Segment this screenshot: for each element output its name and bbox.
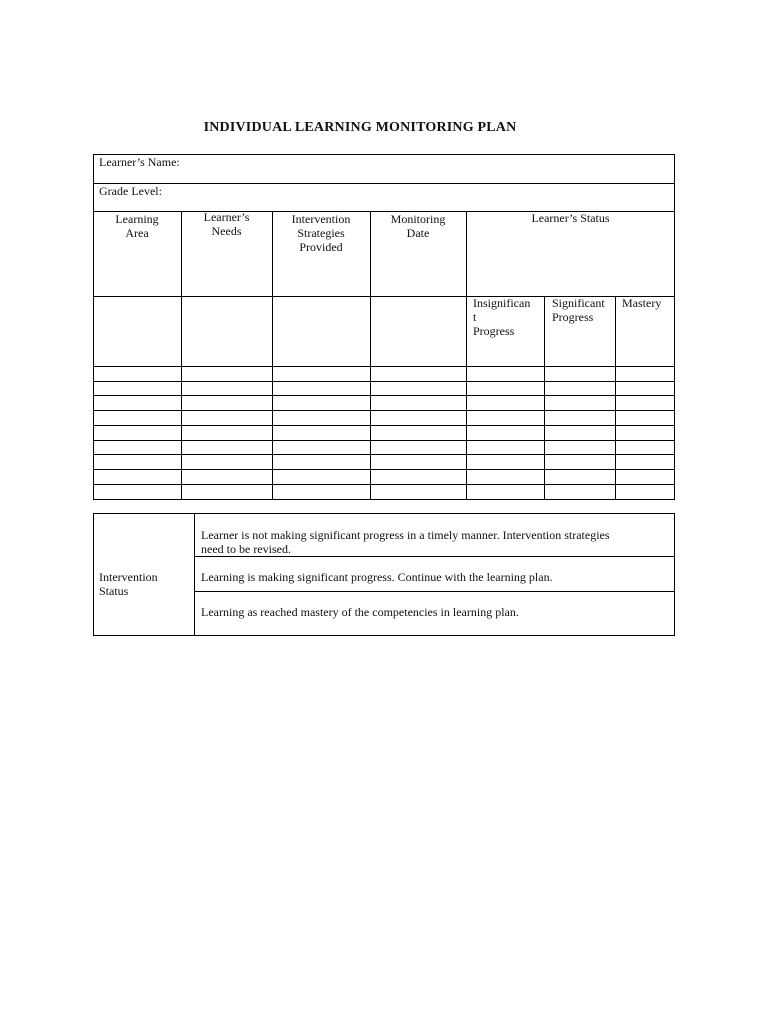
monitoring-table [93, 154, 676, 500]
status-significant-progress: Significant Progress [552, 296, 605, 324]
page-title: INDIVIDUAL LEARNING MONITORING PLAN [203, 120, 517, 135]
learner-name-label: Learner’s Name: [99, 155, 180, 169]
header-monitoring-date: Monitoring Date [390, 212, 446, 240]
grade-level-label: Grade Level: [99, 184, 162, 198]
status-insignificant-progress: Insignifican t Progress [473, 296, 531, 338]
status-mastery: Mastery [622, 296, 662, 310]
intervention-status-label: Intervention Status [99, 570, 158, 598]
intervention-status-table [93, 513, 676, 637]
intervention-status-mastery: Learning as reached mastery of the competencies in learning plan. [201, 605, 519, 619]
intervention-status-revise: Learner is not making significant progress in a timely manner. Intervention strategies need to be revised. [201, 528, 610, 556]
header-learner-status: Learner’s Status [531, 211, 610, 225]
header-learning-area: Learning Area [115, 212, 159, 240]
intervention-status-continue: Learning is making significant progress. Continue with the learning plan. [201, 570, 553, 584]
header-intervention-strategies: Intervention Strategies Provided [291, 212, 351, 254]
header-learner-needs: Learner’s Needs [203, 210, 250, 238]
